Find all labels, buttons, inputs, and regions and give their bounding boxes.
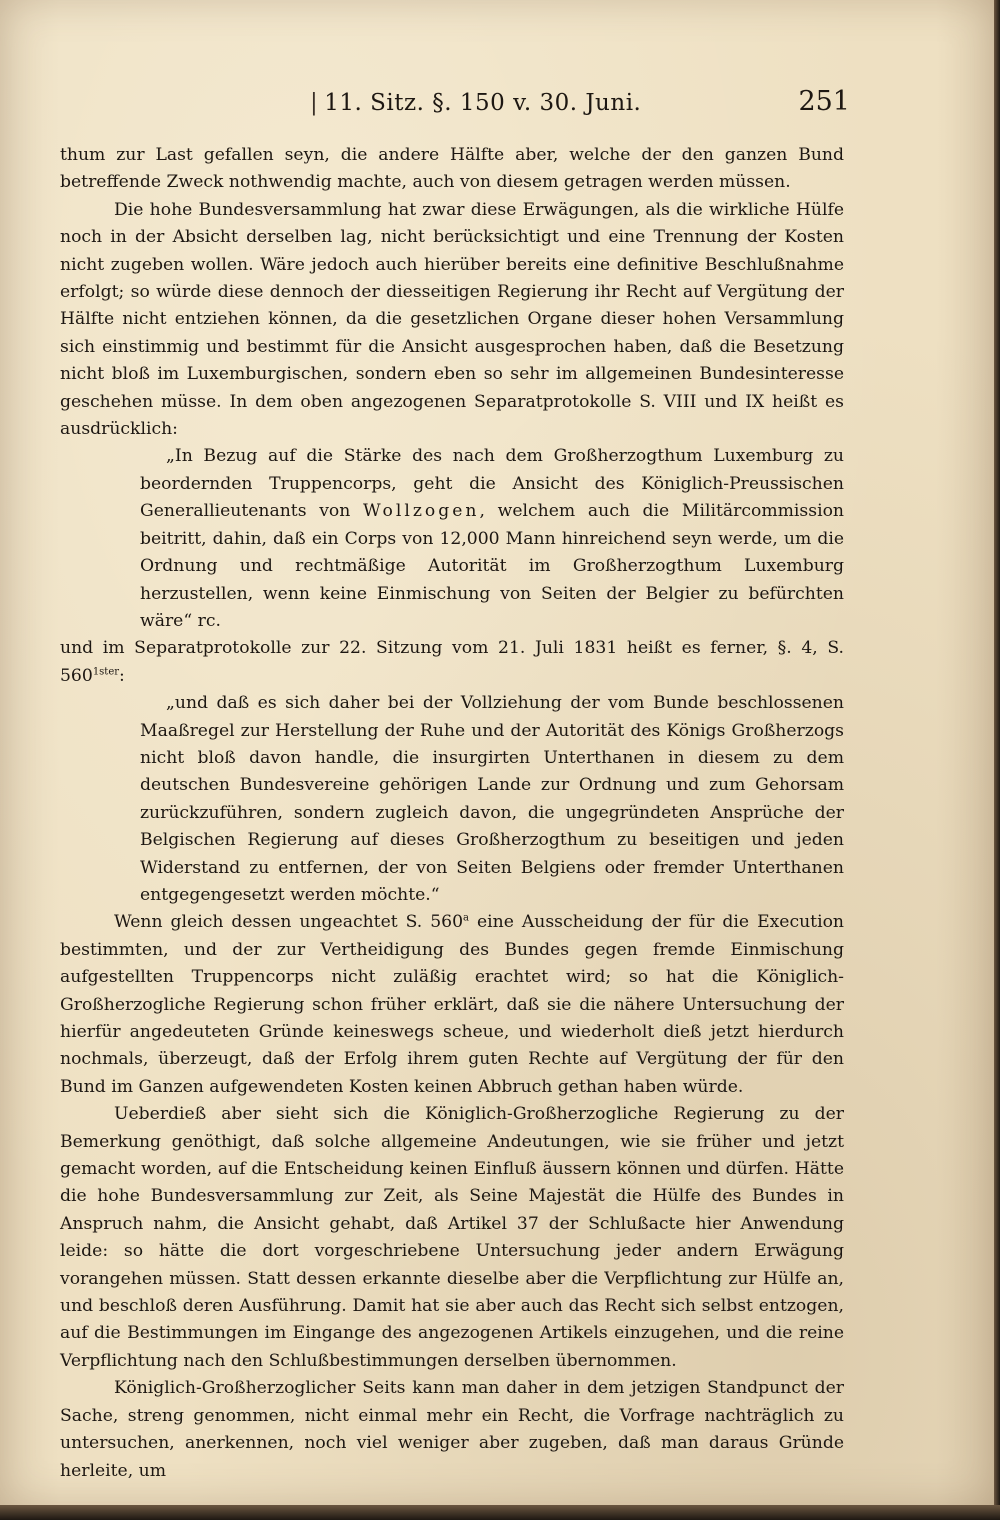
quote-spaced-name: Wollzogen [363, 501, 480, 522]
page-header [60, 86, 850, 122]
quote-text-part: „In Bezug auf die Stärke des nach dem Großherzogthum Luxemburg zu beordernden Truppencorps, geht die Ansicht des Königlich-Preussischen Generallieutenants von [140, 446, 844, 522]
header-rule: | [310, 90, 319, 116]
quotation-separatprotokoll-viii-ix [140, 443, 844, 635]
paragraph-bundesversammlung: Die hohe Bundesversammlung hat zwar diese Erwägungen, als die wirkliche Hülfe noch in der Absicht derselben lag, nicht berücksichtigt und eine Trennung der Kosten nicht zugeben wollen. Wäre jedoch auch hierüber bereits eine definitive Beschlußnahme erfolgt; so würde diese dennoch der diesseitigen Regierung ihr Recht auf Vergütung der Hälfte nicht entziehen können, da die gesetzlichen Organe dieser hohen Versammlung sich einstimmig und bestimmt für die Ansicht ausgesprochen haben, daß die Besetzung nicht bloß im Luxemburgischen, sondern eben so sehr im allgemeinen Bundesinteresse geschehen müsse. In dem oben angezogenen Separatprotokolle S. VIII und IX heißt es ausdrücklich: [60, 199, 844, 440]
paragraph-continuation: thum zur Last gefallen seyn, die andere Hälfte aber, welche der den ganzen Bund betreffende Zweck nothwendig machte, auch von diesem getragen werden müssen. [60, 145, 844, 193]
page-bottom-shadow [0, 1505, 1000, 1520]
paragraph-standpunct: Königlich-Großherzoglicher Seits kann man daher in dem jetzigen Standpunct der Sache, streng genommen, nicht einmal mehr ein Recht, die Vorfrage nachträglich zu untersuchen, anerkennen, noch viel weniger aber zugeben, daß man daraus Gründe herleite, um [60, 1378, 844, 1481]
paragraph-text-part: eine Ausscheidung der für die Execution bestimmten, und der zur Vertheidigung des Bundes gegen fremde Einmischung aufgestellten Truppencorps nicht zuläßig erachtet wird; so hat die Königlich-Großherzogliche Regierung schon früher erklärt, daß sie die nähere Untersuchung der hierfür angedeuteten Gründe keineswegs scheue, und wiederholt dieß jetzt hierdurch nochmals, überzeugt, daß der Erfolg ihrem guten Rechte auf Vergütung der für den Bund im Ganzen aufgewendeten Kosten keinen Abbruch gethan haben würde. [60, 912, 844, 1097]
page-edge-shadow [994, 0, 1000, 1520]
quote-text-part: , welchem auch die Militärcommission beitritt, dahin, daß ein Corps von 12,000 Mann hinreichend seyn werde, um die Ordnung und rechtmäßige Autorität im Großherzogthum Luxemburg herzustellen, wenn keine Einmischung von Seiten der Belgier zu befürchten wäre“ rc. [140, 501, 844, 631]
page-number: 251 [798, 86, 850, 117]
running-head [310, 90, 641, 116]
body-text [60, 142, 844, 1485]
paragraph-ueberdiess: Ueberdieß aber sieht sich die Königlich-Großherzogliche Regierung zu der Bemerkung genöthigt, daß solche allgemeine Andeutungen, wie sie früher und jetzt gemacht worden, auf die Entscheidung keinen Einfluß äussern können und dürfen. Hätte die hohe Bundesversammlung zur Zeit, als Seine Majestät die Hülfe des Bundes in Anspruch nahm, die Ansicht gehabt, daß Artikel 37 der Schlußacte hier Anwendung leide: so hätte die dort vorgeschriebene Untersuchung jeder andern Erwägung vorangehen müssen. Statt dessen erkannte dieselbe aber die Verpflichtung zur Hülfe an, und beschloß deren Ausführung. Damit hat sie aber auch das Recht sich selbst entzogen, auf die Bestimmungen im Eingange des angezogenen Artikels einzugehen, und die reine Verpflichtung nach den Schlußbestimmungen derselben übernommen. [60, 1104, 844, 1371]
paragraph-separatprotokoll-22 [60, 635, 844, 690]
superscript-mark: a [463, 912, 469, 924]
paragraph-text-part: Wenn gleich dessen ungeachtet S. 560 [114, 912, 464, 933]
paragraph-text-part: : [119, 665, 125, 686]
running-head-text: 11. Sitz. §. 150 v. 30. Juni. [324, 90, 642, 116]
paragraph-ausscheidung [60, 909, 844, 1101]
paragraph-text-part: und im Separatprotokolle zur 22. Sitzung vom 21. Juli 1831 heißt es ferner, §. 4, S. 560 [60, 638, 844, 686]
superscript-mark: 1ster [92, 665, 120, 677]
quotation-vollziehung: „und daß es sich daher bei der Vollziehung der vom Bunde beschlossenen Maaßregel zur Herstellung der Ruhe und der Autorität des Königs Großherzogs nicht bloß davon handle, die insurgirten Unterthanen in diesem zu dem deutschen Bundesvereine gehörigen Lande zur Ordnung und zum Gehorsam zurückzuführen, sondern zugleich davon, die ungegründeten Ansprüche der Belgischen Regierung auf dieses Großherzogthum zu beseitigen und jeden Widerstand zu entfernen, der von Seiten Belgiens oder fremder Unterthanen entgegengesetzt werden möchte.“ [140, 693, 844, 905]
